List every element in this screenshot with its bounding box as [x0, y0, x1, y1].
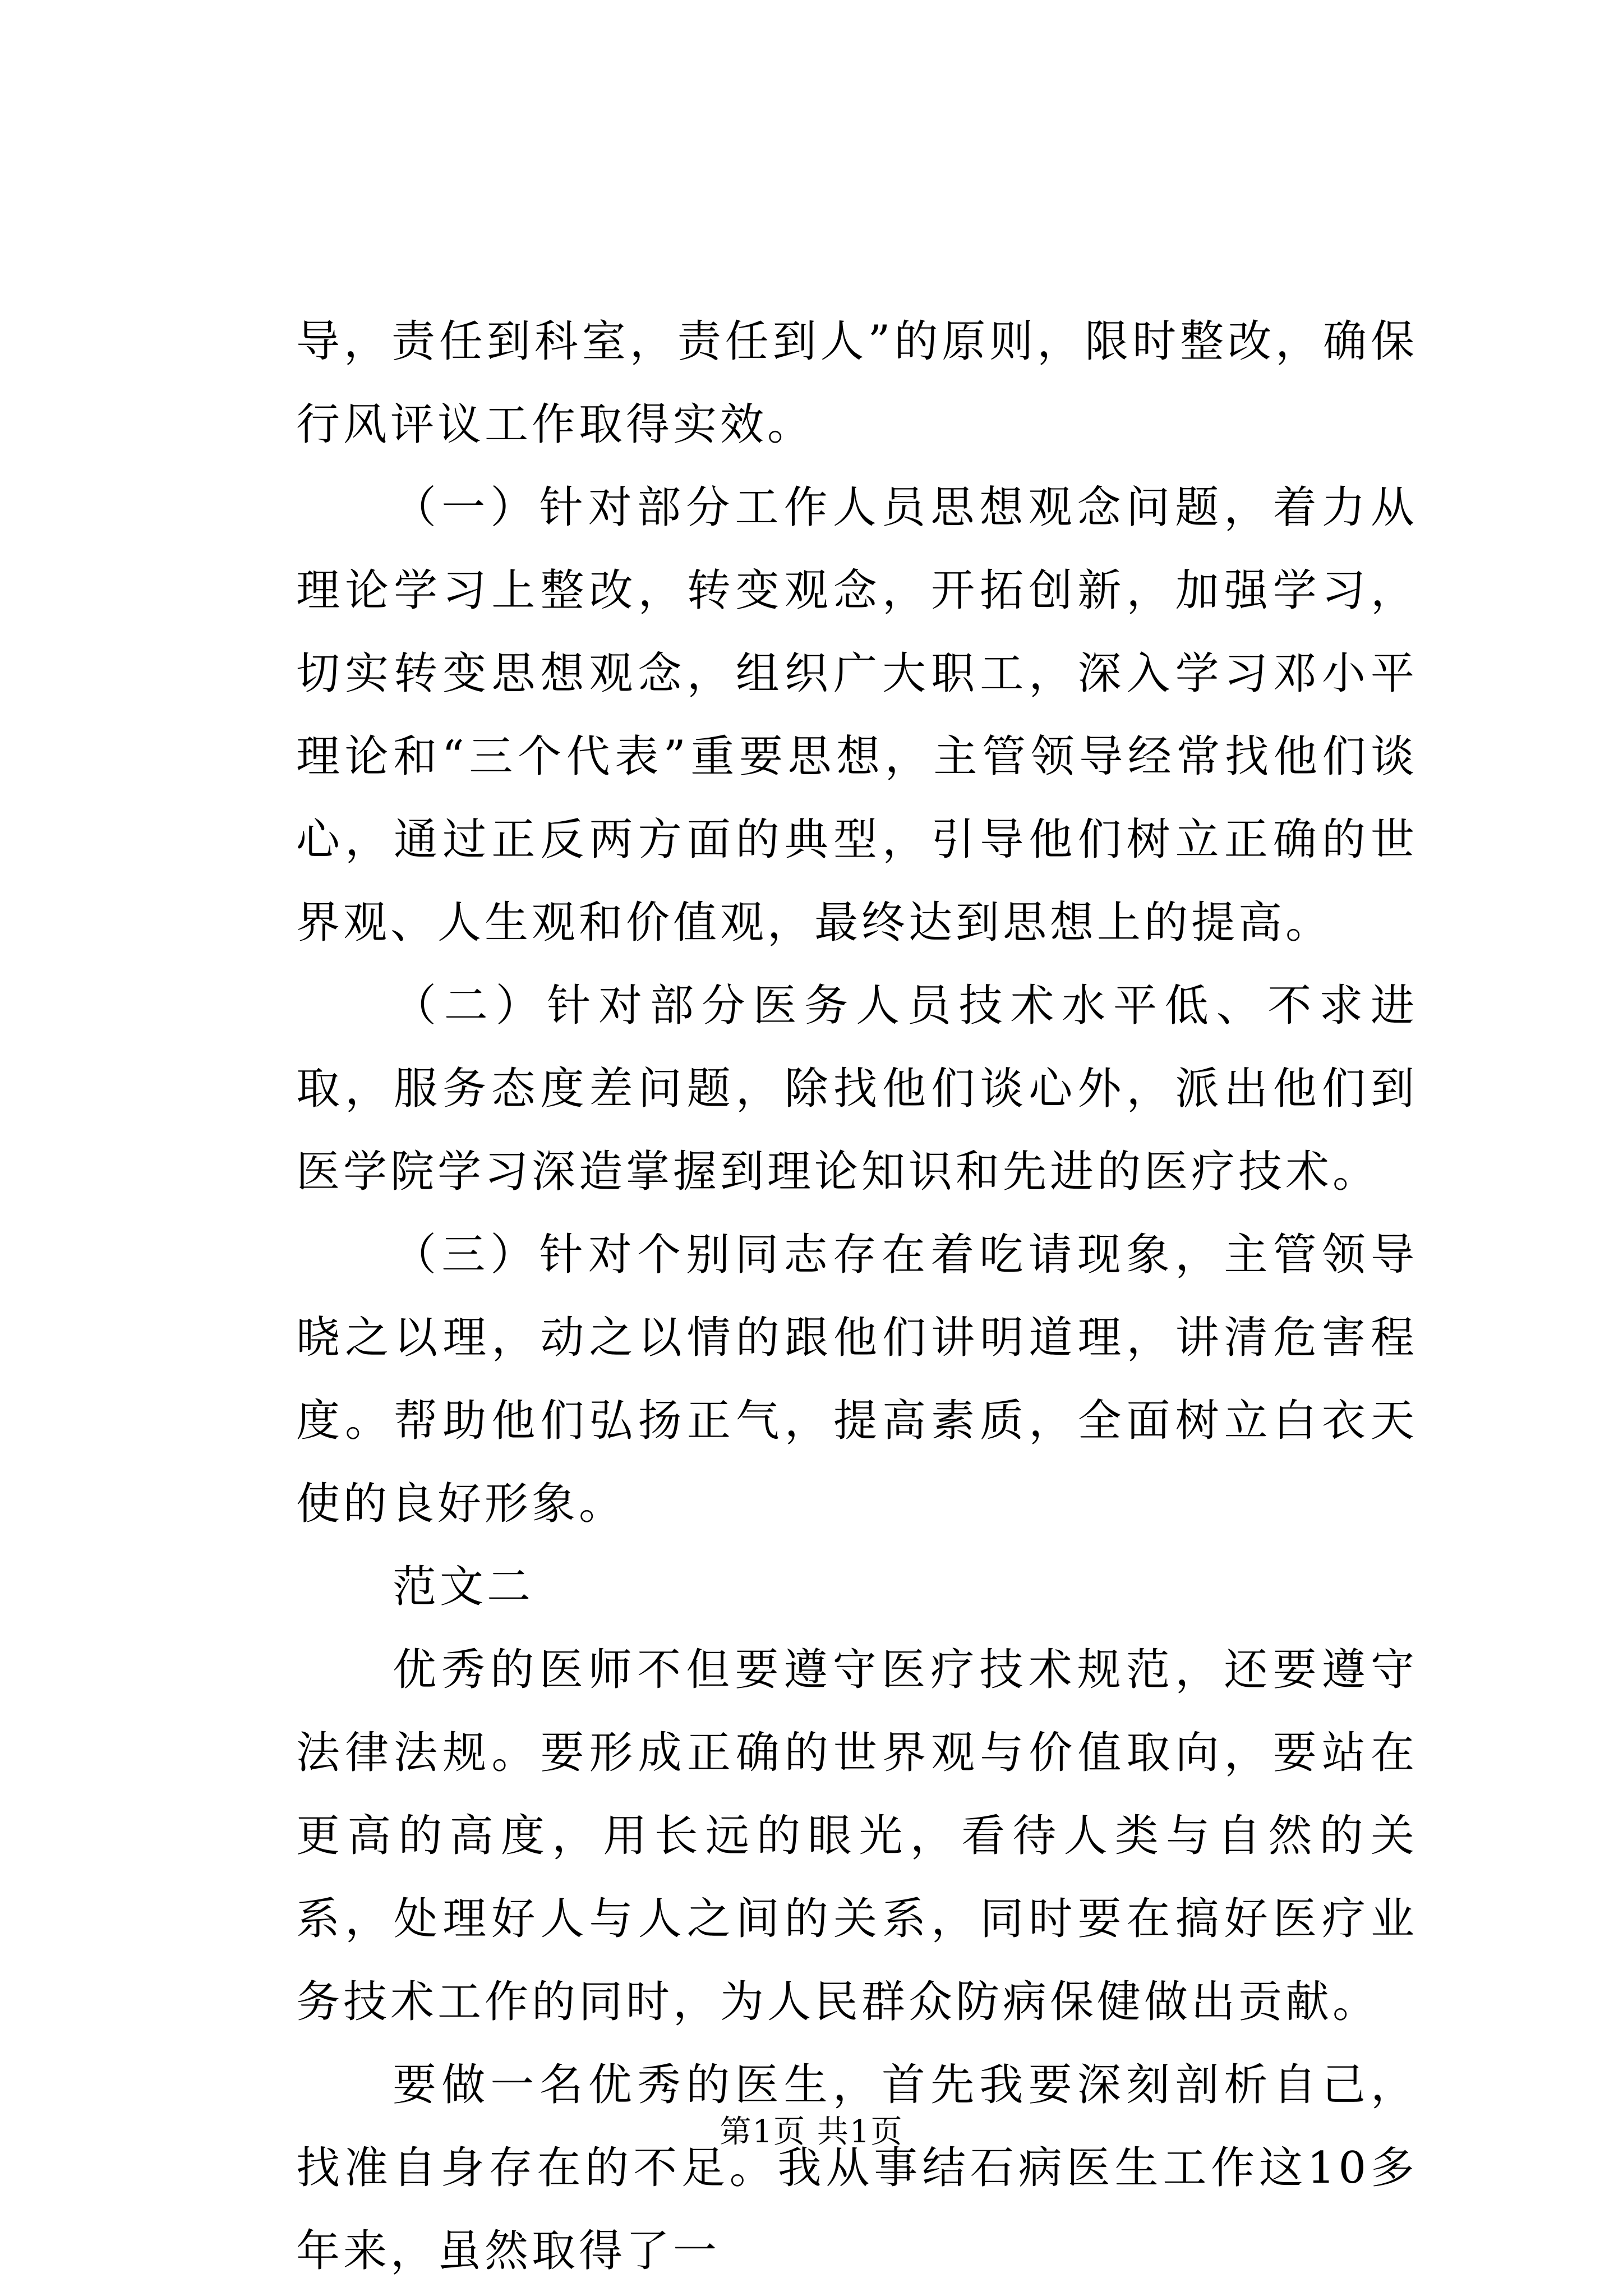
paragraph-item-1: （一）针对部分工作人员思想观念问题，着力从理论学习上整改，转变观念，开拓创新，加强学习，切实转变思想观念，组织广大职工，深入学习邓小平理论和“三个代表”重要思想，主管领导经常找他们谈心，通过正反两方面的典型，引导他们树立正确的世界观、人生观和价值观，最终达到思想上的提高。: [296, 482, 1418, 948]
paragraph-continuation: 导，责任到科室，责任到人”的原则，限时整改，确保行风评议工作取得实效。: [296, 316, 1418, 450]
paragraph-fanwen-2-body: 要做一名优秀的医生，首先我要深刻剖析自己，找准自身存在的不足。我从事结石病医生工作这10多年来，虽然取得了一: [296, 2060, 1418, 2276]
section-heading-fanwen-2: 范文二: [393, 1562, 534, 1612]
paragraph-item-3: （三）针对个别同志存在着吃请现象，主管领导晓之以理，动之以情的跟他们讲明道理，讲清危害程度。帮助他们弘扬正气，提高素质，全面树立白衣天使的良好形象。: [296, 1230, 1418, 1529]
paragraph-item-2: （二）针对部分医务人员技术水平低、不求进取，服务态度差问题，除找他们谈心外，派出他们到医学院学习深造掌握到理论知识和先进的医疗技术。: [296, 981, 1418, 1197]
paragraph-fanwen-2-intro: 优秀的医师不但要遵守医疗技术规范，还要遵守法律法规。要形成正确的世界观与价值取向，要站在更高的高度，用长远的眼光，看待人类与自然的关系，处理好人与人之间的关系，同时要在搞好医疗业务技术工作的同时，为人民群众防病保健做出贡献。: [296, 1645, 1418, 2027]
document-body: [296, 300, 1418, 2293]
page-footer: 第1页 共1页: [720, 2114, 903, 2150]
